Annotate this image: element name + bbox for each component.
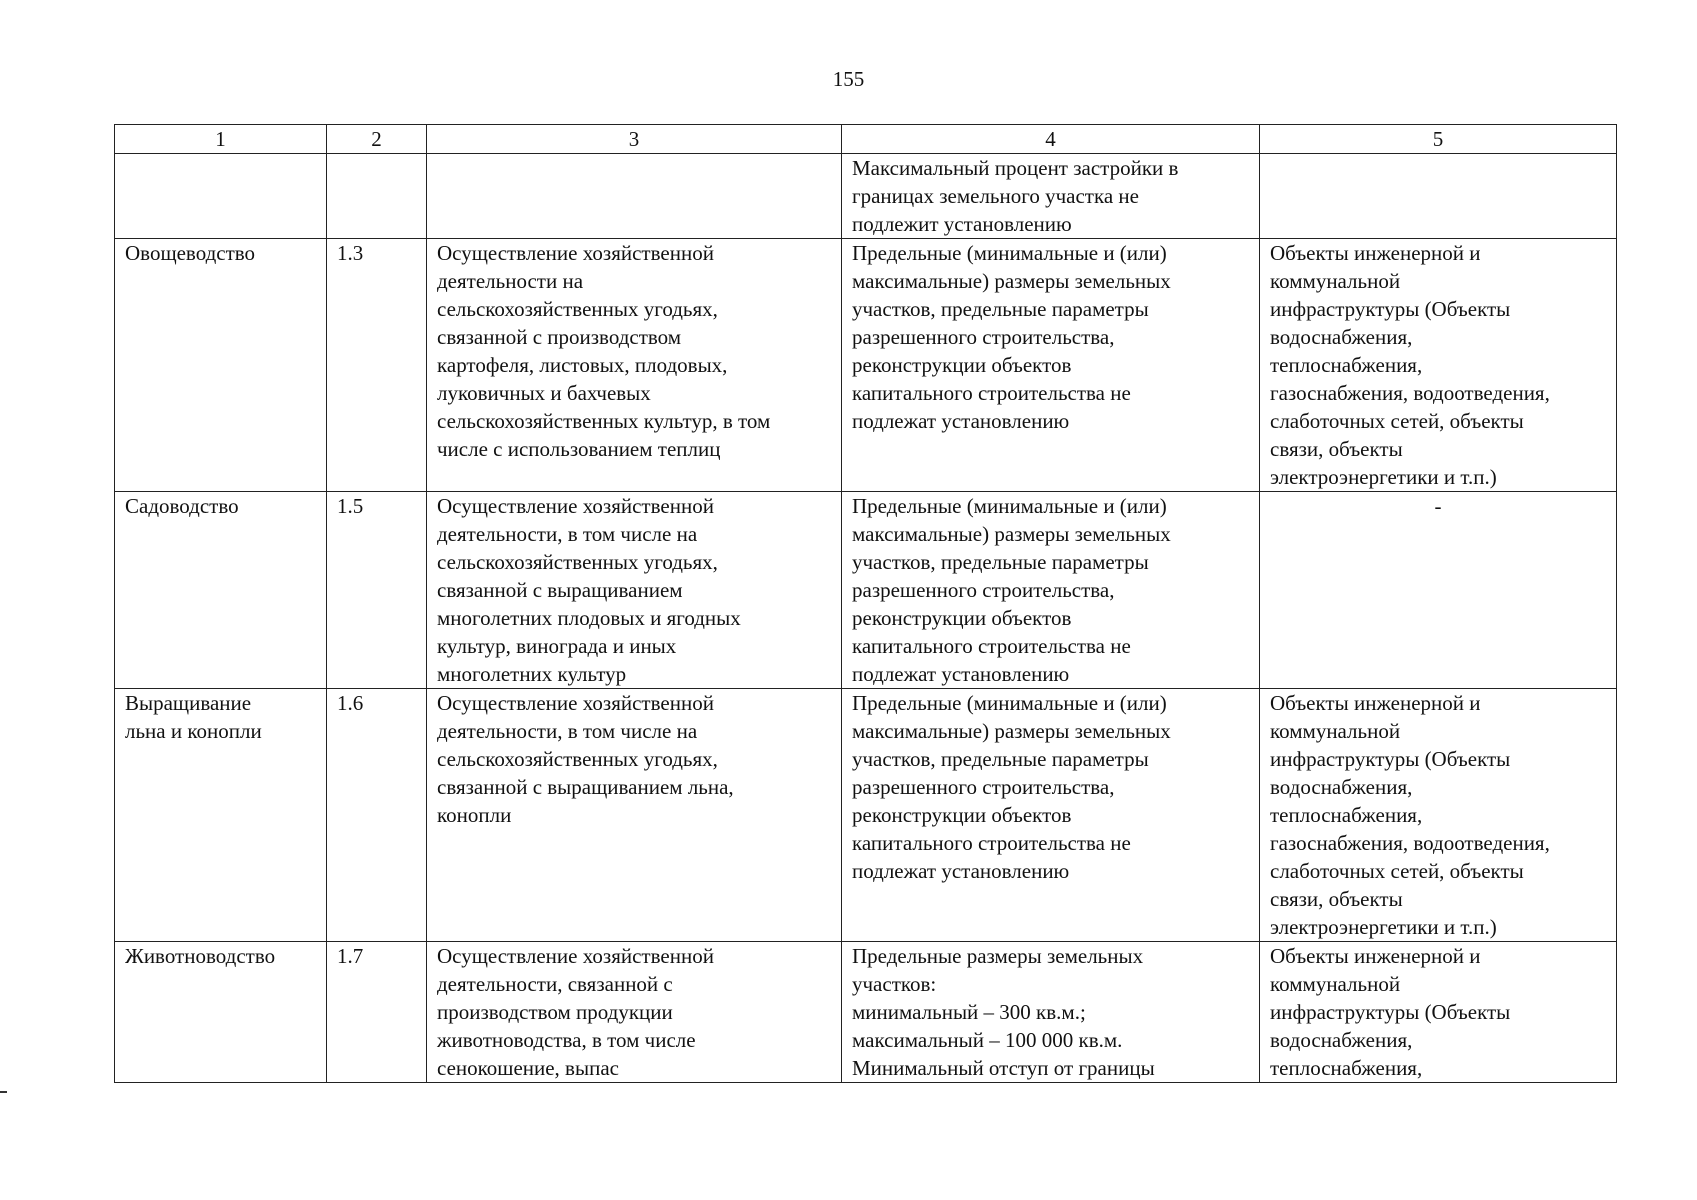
auxiliary-objects-cell: - — [1260, 492, 1617, 689]
table-row — [115, 942, 1617, 1083]
column-number-1: 1 — [115, 125, 327, 154]
page-number: 155 — [832, 67, 865, 91]
use-description-cell: Осуществление хозяйственной деятельности, связанной с производством продукции животноводства, в том числе сенокошение, выпас — [427, 942, 842, 1083]
auxiliary-objects-cell — [1260, 154, 1617, 239]
table-row — [115, 689, 1617, 942]
use-code-cell: 1.7 — [327, 942, 427, 1083]
use-description-cell — [427, 154, 842, 239]
column-number-5: 5 — [1260, 125, 1617, 154]
use-code-cell: 1.6 — [327, 689, 427, 942]
column-number-4: 4 — [842, 125, 1260, 154]
table-row — [115, 154, 1617, 239]
column-number-2: 2 — [327, 125, 427, 154]
use-description-cell: Осуществление хозяйственной деятельности на сельскохозяйственных угодьях, связанной с производством картофеля, листовых, плодовых, луковичных и бахчевых сельскохозяйственных культур, в том числе с использованием теплиц — [427, 239, 842, 492]
zoning-table — [114, 124, 1617, 1083]
auxiliary-objects-cell: Объекты инженерной и коммунальной инфраструктуры (Объекты водоснабжения, теплоснабжения, газоснабжения, водоотведения, слаботочных сетей, объекты связи, объекты электроэнергетики и т.п.) — [1260, 239, 1617, 492]
auxiliary-objects-cell: Объекты инженерной и коммунальной инфраструктуры (Объекты водоснабжения, теплоснабжения, газоснабжения, водоотведения, слаботочных сетей, объекты связи, объекты электроэнергетики и т.п.) — [1260, 689, 1617, 942]
use-code-cell: 1.3 — [327, 239, 427, 492]
use-description-cell: Осуществление хозяйственной деятельности, в том числе на сельскохозяйственных угодьях, связанной с выращиванием многолетних плодовых и ягодных культур, винограда и иных многолетних культур — [427, 492, 842, 689]
auxiliary-objects-cell: Объекты инженерной и коммунальной инфраструктуры (Объекты водоснабжения, теплоснабжения, — [1260, 942, 1617, 1083]
use-description-cell: Осуществление хозяйственной деятельности, в том числе на сельскохозяйственных угодьях, связанной с выращиванием льна, конопли — [427, 689, 842, 942]
column-number-3: 3 — [427, 125, 842, 154]
use-name-cell: Животноводство — [115, 942, 327, 1083]
table-row — [115, 239, 1617, 492]
parameters-cell: Предельные (минимальные и (или) максимальные) размеры земельных участков, предельные параметры разрешенного строительства, реконструкции объектов капитального строительства не подлежат установлению — [842, 239, 1260, 492]
use-code-cell — [327, 154, 427, 239]
parameters-cell: Предельные размеры земельных участков: минимальный – 300 кв.м.; максимальный – 100 000 кв.м. Минимальный отступ от границы — [842, 942, 1260, 1083]
table-row — [115, 492, 1617, 689]
use-code-cell: 1.5 — [327, 492, 427, 689]
margin-mark — [0, 1091, 7, 1093]
use-name-cell — [115, 154, 327, 239]
use-name-cell: Садоводство — [115, 492, 327, 689]
parameters-cell: Предельные (минимальные и (или) максимальные) размеры земельных участков, предельные параметры разрешенного строительства, реконструкции объектов капитального строительства не подлежат установлению — [842, 492, 1260, 689]
parameters-cell: Предельные (минимальные и (или) максимальные) размеры земельных участков, предельные параметры разрешенного строительства, реконструкции объектов капитального строительства не подлежат установлению — [842, 689, 1260, 942]
table-header-row — [115, 125, 1617, 154]
parameters-cell: Максимальный процент застройки в границах земельного участка не подлежит установлению — [842, 154, 1260, 239]
use-name-cell: Выращивание льна и конопли — [115, 689, 327, 942]
use-name-cell: Овощеводство — [115, 239, 327, 492]
